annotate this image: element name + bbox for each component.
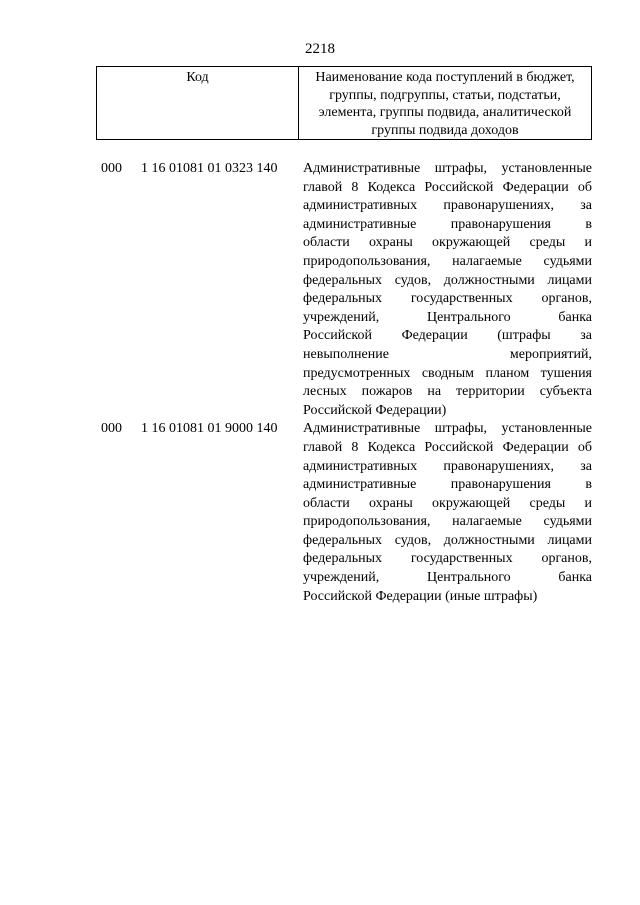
admin-code: 000: [101, 161, 122, 176]
table-row: [101, 420, 592, 606]
header-code-cell: Код: [97, 67, 299, 139]
header-name-cell: [299, 67, 591, 139]
description-line: административных правонарушениях, за: [303, 198, 592, 214]
description-line: федеральных государственных органов,: [303, 291, 592, 307]
description-line: Российской Федерации): [303, 402, 447, 418]
description-line: Российской Федерации (иные штрафы): [303, 588, 538, 604]
revenue-description: [303, 160, 592, 420]
description-line: административных правонарушениях, за: [303, 458, 592, 474]
revenue-code: 1 16 01081 01 0323 140: [141, 161, 278, 176]
header-name-line: элемента, группы подвида, аналитической: [318, 105, 572, 120]
description-line: предусмотренных сводным планом тушения: [303, 365, 592, 381]
admin-code: 000: [101, 421, 122, 437]
description-line: области охраны окружающей среды и: [303, 495, 592, 511]
description-line: Административные штрафы, установленные: [303, 421, 592, 437]
description-line: административные правонарушения в: [303, 477, 592, 493]
revenue-code: 1 16 01081 01 9000 140: [141, 421, 278, 437]
header-name-line: группы подвида доходов: [371, 122, 519, 138]
revenue-description: [303, 420, 592, 606]
description-line: учреждений, Центрального банка: [303, 570, 592, 586]
header-name-line: группы, подгруппы, статьи, подстатьи,: [329, 87, 561, 103]
description-line: административные правонарушения в: [303, 216, 592, 232]
description-line: главой 8 Кодекса Российской Федерации об: [303, 179, 592, 195]
header-name-line: Наименование кода поступлений в бюджет,: [315, 70, 575, 85]
description-line: природопользования, налагаемые судьями: [303, 514, 592, 530]
description-line: Административные штрафы, установленные: [303, 161, 592, 176]
table-body: [101, 160, 592, 606]
table-header: [96, 66, 592, 140]
description-line: лесных пожаров на территории субъекта: [303, 384, 592, 400]
description-line: федеральных судов, должностными лицами: [303, 272, 592, 288]
page-number: 2218: [305, 41, 335, 57]
description-line: федеральных судов, должностными лицами: [303, 532, 592, 548]
table-row: [101, 160, 592, 420]
description-line: природопользования, налагаемые судьями: [303, 253, 592, 269]
description-line: главой 8 Кодекса Российской Федерации об: [303, 439, 592, 455]
description-line: невыполнение мероприятий,: [303, 346, 592, 362]
description-line: федеральных государственных органов,: [303, 551, 592, 567]
description-line: области охраны окружающей среды и: [303, 235, 592, 251]
description-line: Российской Федерации (штрафы за: [303, 328, 592, 344]
description-line: учреждений, Центрального банка: [303, 309, 592, 325]
